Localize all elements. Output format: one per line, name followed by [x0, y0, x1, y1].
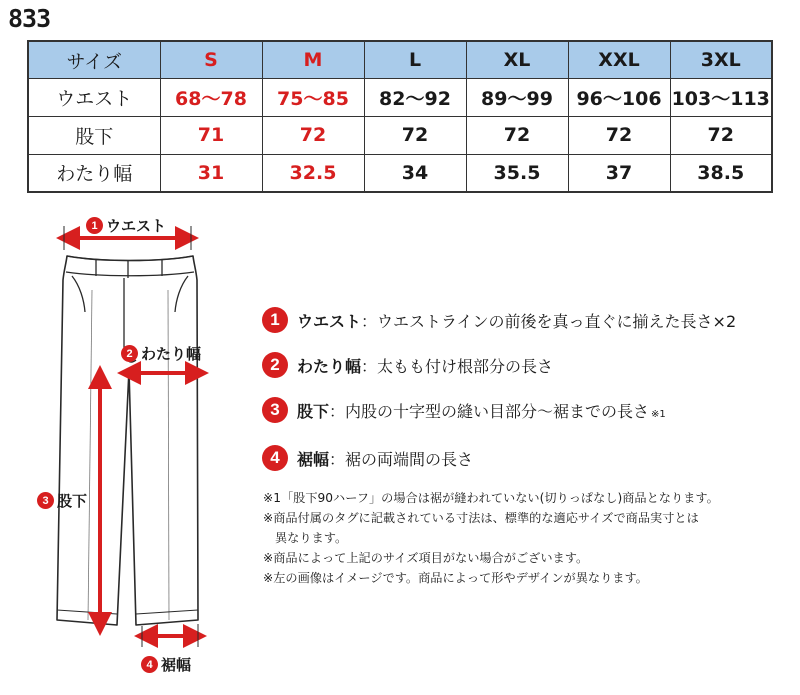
note-line: ※商品によって上記のサイズ項目がない場合がございます。	[263, 551, 589, 565]
note-line: 異なります。	[275, 531, 348, 545]
table-cell: 72	[364, 117, 466, 155]
table-cell: 72	[466, 117, 568, 155]
model-number: 833	[8, 4, 51, 33]
table-cell: 35.5	[466, 154, 568, 192]
header-cell-xxl: XXL	[568, 41, 670, 79]
number-badge: 4	[262, 445, 288, 471]
table-cell: 75〜85	[262, 79, 364, 117]
legend-desc: ：ウエストラインの前後を真っ直ぐに揃えた長さ×2	[361, 311, 737, 331]
legend-term: 股下	[297, 401, 330, 421]
row-label-inseam: 股下	[28, 117, 160, 155]
diagram-label-thigh	[121, 343, 201, 364]
table-cell: 68〜78	[160, 79, 262, 117]
label-text: 股下	[57, 492, 88, 510]
size-table-header-row	[28, 41, 772, 79]
number-badge: 1	[262, 307, 288, 333]
table-cell: 71	[160, 117, 262, 155]
legend-text	[297, 354, 553, 377]
number-badge: 2	[262, 352, 288, 378]
table-row-waist	[28, 79, 772, 117]
table-cell: 82〜92	[364, 79, 466, 117]
table-cell: 38.5	[670, 154, 772, 192]
table-cell: 103〜113	[670, 79, 772, 117]
legend-item-thigh	[262, 352, 553, 378]
label-text: わたり幅	[141, 345, 202, 363]
table-cell: 31	[160, 154, 262, 192]
table-cell: 32.5	[262, 154, 364, 192]
table-cell: 96〜106	[568, 79, 670, 117]
table-cell: 72	[568, 117, 670, 155]
table-row-inseam	[28, 117, 772, 155]
legend-item-hem	[262, 445, 473, 471]
number-badge: 1	[86, 217, 103, 234]
number-badge: 4	[141, 656, 158, 673]
label-text: ウエスト	[106, 217, 167, 235]
note-line: ※1「股下90ハーフ」の場合は裾が縫われていない(切りっぱなし)商品となります。	[263, 491, 719, 505]
legend-item-inseam	[262, 397, 666, 423]
number-badge: 3	[37, 492, 54, 509]
diagram-label-inseam	[37, 490, 87, 511]
legend-text	[297, 447, 473, 470]
header-cell-s: S	[160, 41, 262, 79]
legend-desc: ：太もも付け根部分の長さ	[361, 356, 554, 376]
table-cell: 72	[670, 117, 772, 155]
diagram-label-hem	[141, 654, 191, 675]
header-cell-l: L	[364, 41, 466, 79]
notes	[263, 488, 783, 588]
table-cell: 89〜99	[466, 79, 568, 117]
label-text: 裾幅	[161, 656, 192, 674]
header-cell-xl: XL	[466, 41, 568, 79]
note-line: ※商品付属のタグに記載されている寸法は、標準的な適応サイズで商品実寸とは	[263, 511, 699, 525]
header-cell-3xl: 3XL	[670, 41, 772, 79]
header-cell-m: M	[262, 41, 364, 79]
legend-item-waist	[262, 307, 736, 333]
header-cell-size-label: サイズ	[28, 41, 160, 79]
table-cell: 37	[568, 154, 670, 192]
pants-outline	[57, 256, 198, 625]
legend-term: ウエスト	[297, 311, 362, 331]
legend-text	[297, 309, 736, 332]
legend-desc: ：裾の両端間の長さ	[329, 449, 474, 469]
number-badge: 2	[121, 345, 138, 362]
legend-term: わたり幅	[297, 356, 362, 376]
pants-diagram	[0, 200, 250, 695]
row-label-waist: ウエスト	[28, 79, 160, 117]
table-cell: 34	[364, 154, 466, 192]
legend-text	[297, 399, 666, 422]
table-cell: 72	[262, 117, 364, 155]
row-label-thigh: わたり幅	[28, 154, 160, 192]
note-line: ※左の画像はイメージです。商品によって形やデザインが異なります。	[263, 571, 648, 585]
diagram-label-waist	[86, 215, 166, 236]
legend-term: 裾幅	[297, 449, 330, 469]
footnote-ref: ※1	[651, 408, 666, 420]
number-badge: 3	[262, 397, 288, 423]
size-table	[27, 40, 773, 193]
table-row-thigh	[28, 154, 772, 192]
legend-desc: ：内股の十字型の縫い目部分〜裾までの長さ	[329, 401, 650, 421]
